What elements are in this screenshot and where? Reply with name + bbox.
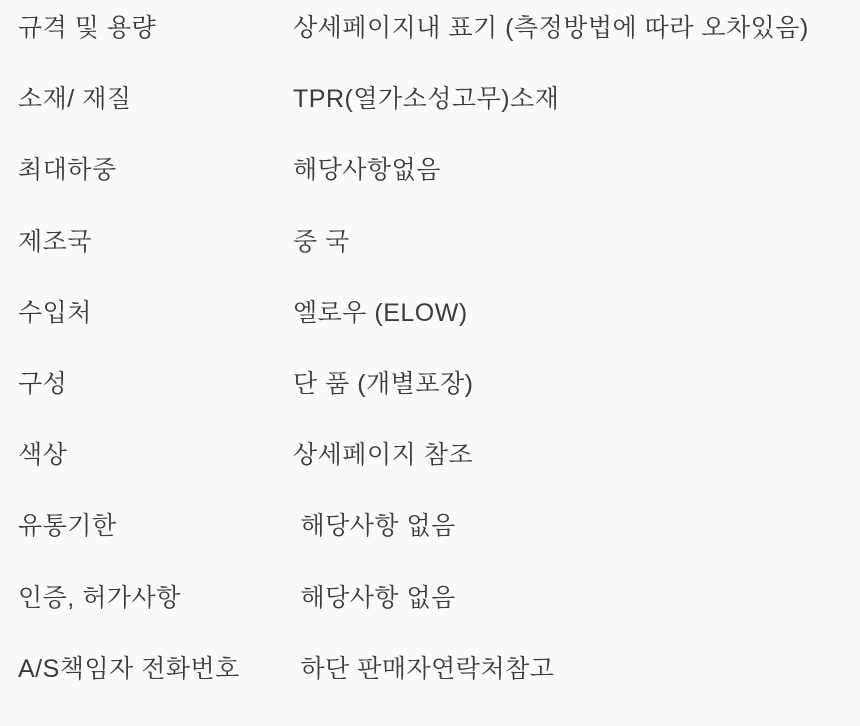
spec-value: 해당사항 없음	[293, 512, 456, 541]
spec-label: 수입처	[18, 298, 92, 327]
spec-label: 유통기한	[18, 512, 117, 541]
spec-label: 소재/ 재질	[18, 85, 132, 114]
spec-label: 최대하중	[18, 156, 117, 185]
spec-value: 엘로우 (ELOW)	[293, 298, 468, 327]
spec-value: 상세페이지내 표기 (측정방법에 따라 오차있음)	[293, 14, 809, 42]
spec-row-composition	[18, 370, 860, 441]
spec-label: 제조국	[18, 227, 92, 256]
spec-label: 인증, 허가사항	[18, 583, 181, 612]
spec-label: 규격 및 용량	[18, 14, 157, 42]
spec-row-country-of-origin	[18, 228, 860, 299]
spec-value: 해당사항없음	[293, 156, 441, 185]
spec-value: 상세페이지 참조	[293, 441, 473, 470]
spec-row-size-capacity	[18, 14, 860, 85]
spec-label: 색상	[18, 441, 68, 470]
spec-value: 해당사항 없음	[293, 583, 456, 612]
spec-value: 단 품 (개별포장)	[293, 369, 474, 398]
spec-row-shelf-life	[18, 512, 860, 583]
spec-label: 구성	[18, 369, 68, 398]
spec-value: 하단 판매자연락처참고	[293, 654, 555, 683]
spec-row-certification	[18, 584, 860, 655]
spec-row-max-load	[18, 156, 860, 227]
spec-row-importer	[18, 299, 860, 370]
spec-row-color	[18, 441, 860, 512]
spec-value: TPR(열가소성고무)소재	[293, 85, 560, 114]
spec-label: A/S책임자 전화번호	[18, 654, 240, 683]
spec-row-material	[18, 85, 860, 156]
spec-value: 중 국	[293, 227, 350, 256]
spec-row-as-contact	[18, 655, 860, 726]
